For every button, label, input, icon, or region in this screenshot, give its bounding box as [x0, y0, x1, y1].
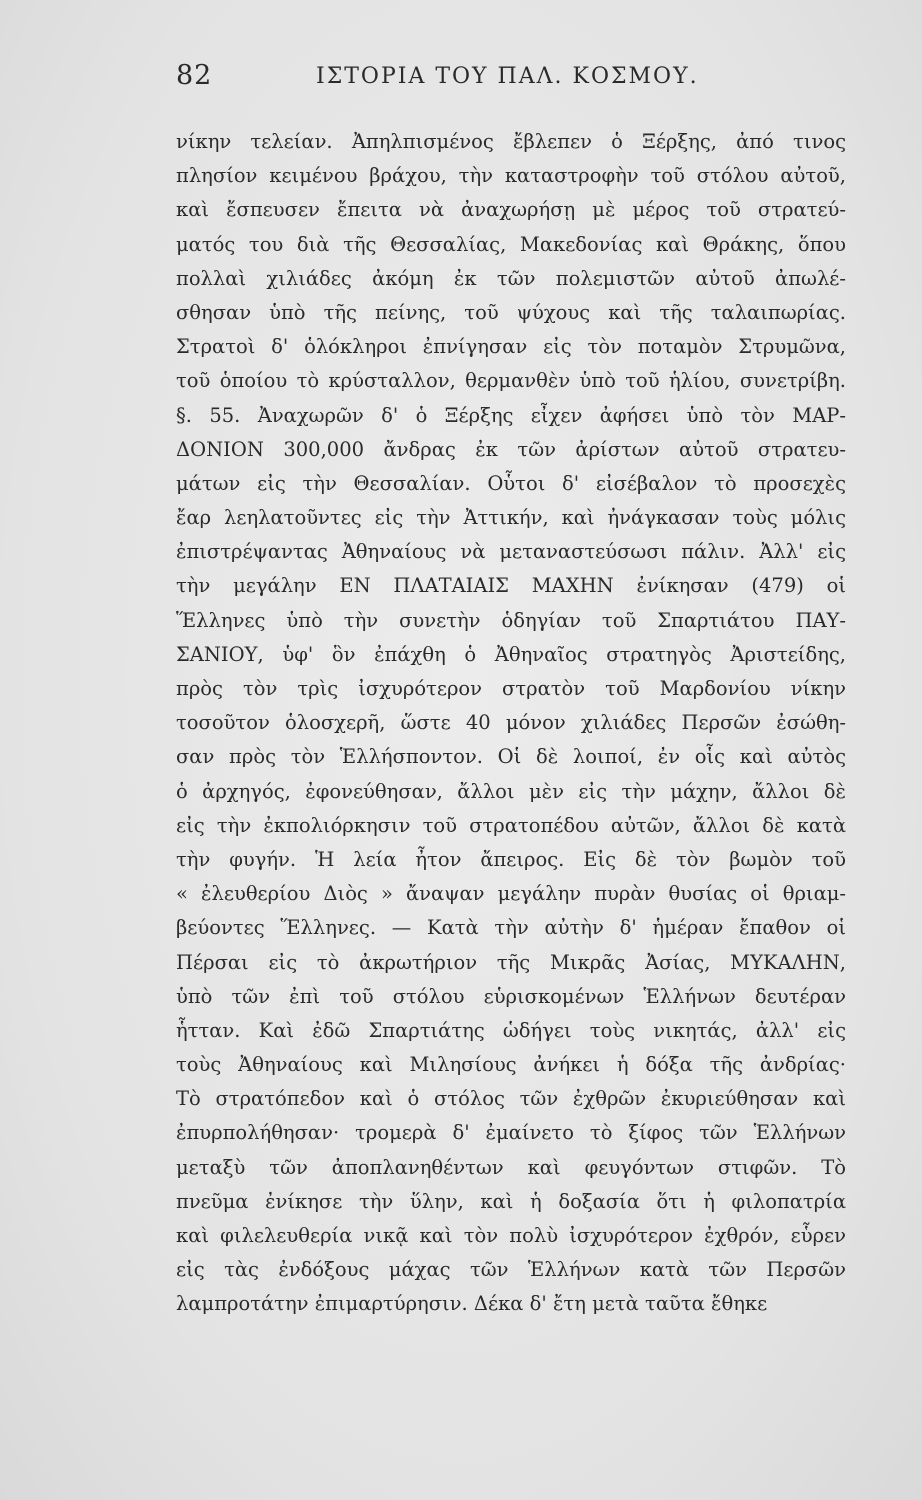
text-line: ἧτταν. Καὶ ἐδῶ Σπαρτιάτης ὡδήγει τοὺς νικητάς, ἀλλ' εἰς — [176, 1018, 846, 1042]
text-line: νίκην τελείαν. Ἀπηλπισμένος ἔβλεπεν ὁ Ξέρξης, ἀπό τινος — [176, 130, 846, 153]
text-line: τοῦ ὁποίου τὸ κρύσταλλον, θερμανθὲν ὑπὸ τοῦ ἡλίου, συνετρίβη. — [176, 369, 846, 393]
text-line: ματός του διὰ τῆς Θεσσαλίας, Μακεδονίας καὶ Θράκης, ὅπου — [176, 232, 846, 256]
text-line: ἐπυρπολήθησαν· τρομερὰ δ' ἐμαίνετο τὸ ξίφος τῶν Ἑλλήνων — [176, 1121, 846, 1145]
text-line: σαν πρὸς τὸν Ἑλλήσποντον. Οἱ δὲ λοιποί, ἐν οἷς καὶ αὐτὸς — [176, 745, 846, 769]
text-line: μάτων εἰς τὴν Θεσσαλίαν. Οὗτοι δ' εἰσέβαλον τὸ προσεχὲς — [176, 471, 846, 495]
text-line: τὴν φυγήν. Ἡ λεία ἦτον ἄπειρος. Εἰς δὲ τὸν βωμὸν τοῦ — [176, 847, 846, 871]
text-line: λαμπροτάτην ἐπιμαρτύρησιν. Δέκα δ' ἔτη μετὰ ταῦτα ἔθηκε — [176, 1292, 768, 1316]
text-line: Τὸ στρατόπεδον καὶ ὁ στόλος τῶν ἐχθρῶν ἐκυριεύθησαν καὶ — [176, 1087, 846, 1111]
text-line: εἰς τὰς ἐνδόξους μάχας τῶν Ἑλλήνων κατὰ τῶν Περσῶν — [176, 1258, 846, 1282]
text-line: ἐπιστρέψαντας Ἀθηναίους νὰ μεταναστεύσωσι πάλιν. Ἀλλ' εἰς — [176, 540, 846, 564]
body-text — [176, 125, 846, 1322]
text-line: καὶ ἔσπευσεν ἔπειτα νὰ ἀναχωρήσῃ μὲ μέρος τοῦ στρατεύ- — [176, 198, 846, 222]
text-line: τοὺς Ἀθηναίους καὶ Μιλησίους ἀνήκει ἡ δόξα τῆς ἀνδρίας· — [176, 1053, 846, 1077]
text-line: μεταξὺ τῶν ἀποπλανηθέντων καὶ φευγόντων στιφῶν. Τὸ — [176, 1155, 846, 1179]
text-line: καὶ φιλελευθερία νικᾷ καὶ τὸν πολὺ ἰσχυρότερον ἐχθρόν, εὗρεν — [176, 1224, 846, 1247]
text-line: πολλαὶ χιλιάδες ἀκόμη ἐκ τῶν πολεμιστῶν αὐτοῦ ἀπωλέ- — [176, 266, 846, 290]
text-line: ὁ ἀρχηγός, ἐφονεύθησαν, ἄλλοι μὲν εἰς τὴν μάχην, ἄλλοι δὲ — [176, 779, 846, 803]
text-line: πλησίον κειμένου βράχου, τὴν καταστροφὴν τοῦ στόλου αὐτοῦ, — [176, 164, 846, 188]
text-line: ἔαρ λεηλατοῦντες εἰς τὴν Ἀττικήν, καὶ ἠνάγκασαν τοὺς μόλις — [176, 506, 846, 530]
text-line: « ἐλευθερίου Διὸς » ἄναψαν μεγάλην πυρὰν θυσίας οἱ θριαμ- — [176, 882, 846, 906]
text-line: Πέρσαι εἰς τὸ ἀκρωτήριον τῆς Μικρᾶς Ἀσίας, ΜΥΚΑΛΗΝ, — [176, 950, 846, 974]
text-line: εἰς τὴν ἐκπολιόρκησιν τοῦ στρατοπέδου αὐτῶν, ἄλλοι δὲ κατὰ — [176, 813, 846, 837]
text-line: σθησαν ὑπὸ τῆς πείνης, τοῦ ψύχους καὶ τῆς ταλαιπωρίας. — [176, 300, 846, 324]
text-line: ΔΟΝΙΟΝ 300,000 ἄνδρας ἐκ τῶν ἀρίστων αὐτοῦ στρατευ- — [176, 437, 846, 461]
text-line: βεύοντες Ἕλληνες. — Κατὰ τὴν αὐτὴν δ' ἡμέραν ἔπαθον οἱ — [176, 916, 846, 940]
text-line: ὑπὸ τῶν ἐπὶ τοῦ στόλου εὑρισκομένων Ἑλλήνων δευτέραν — [176, 984, 846, 1008]
text-line: πρὸς τὸν τρὶς ἰσχυρότερον στρατὸν τοῦ Μαρδονίου νίκην — [176, 677, 846, 700]
text-line: Στρατοὶ δ' ὁλόκληροι ἐπνίγησαν εἰς τὸν ποταμὸν Στρυμῶνα, — [176, 335, 846, 359]
text-line: τὴν μεγάλην ΕΝ ΠΛΑΤΑΙΑΙΣ ΜΑΧΗΝ ἐνίκησαν (479) οἱ — [176, 574, 846, 598]
running-head — [176, 60, 846, 94]
text-line: §. 55. Ἀναχωρῶν δ' ὁ Ξέρξης εἶχεν ἀφήσει ὑπὸ τὸν ΜΑΡ- — [176, 403, 846, 427]
text-line: ΣΑΝΙΟΥ, ὑφ' ὃν ἐπάχθη ὁ Ἀθηναῖος στρατηγὸς Ἀριστείδης, — [176, 642, 846, 666]
page-number: 82 — [176, 60, 213, 91]
running-title: ΙΣΤΟΡΙΑ ΤΟΥ ΠΑΛ. ΚΟΣΜΟΥ. — [316, 64, 699, 89]
text-line: πνεῦμα ἐνίκησε τὴν ὕλην, καὶ ἡ δοξασία ὅτι ἡ φιλοπατρία — [176, 1189, 846, 1213]
text-line: Ἕλληνες ὑπὸ τὴν συνετὴν ὁδηγίαν τοῦ Σπαρτιάτου ΠΑΥ- — [176, 608, 846, 632]
text-line: τοσοῦτον ὁλοσχερῆ, ὥστε 40 μόνον χιλιάδες Περσῶν ἐσώθη- — [176, 711, 846, 735]
